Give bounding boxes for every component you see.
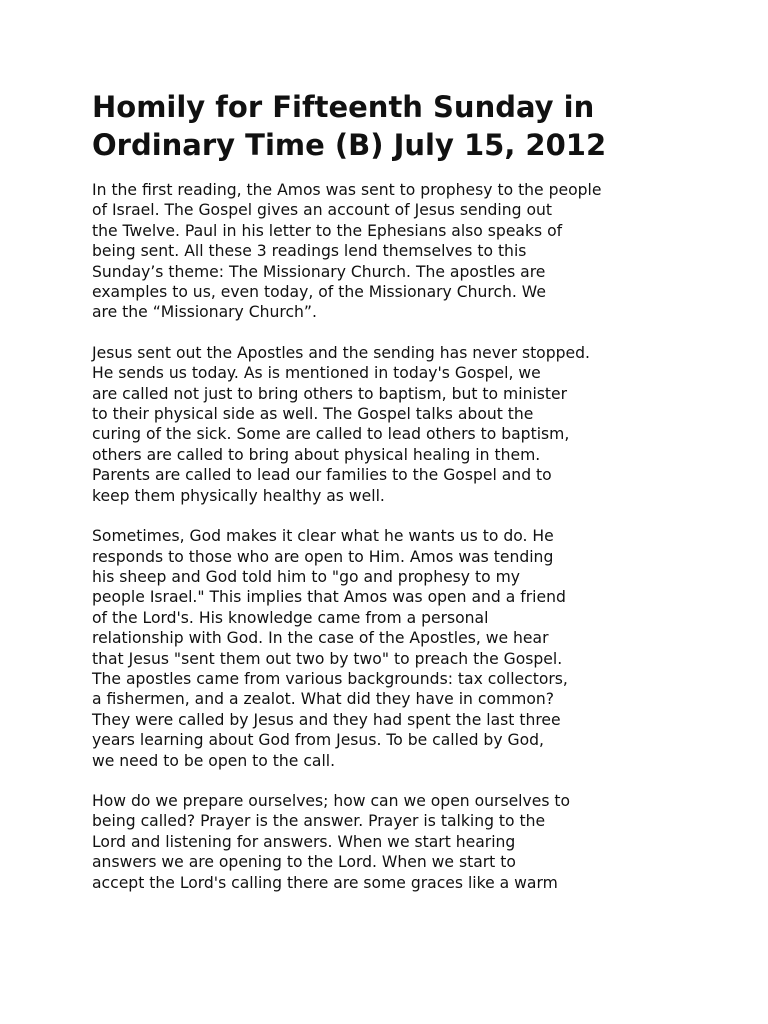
text-line: are called not just to bring others to baptism, but to minister (92, 384, 568, 403)
text-line: a fishermen, and a zealot. What did they have in common? (92, 690, 555, 709)
text-line: curing of the sick. Some are called to lead others to baptism, (92, 425, 570, 444)
text-line: of Israel. The Gospel gives an account of Jesus sending out (92, 201, 552, 220)
text-line: are the “Missionary Church”. (92, 303, 317, 322)
title-line-2: Ordinary Time (B) July 15, 2012 (92, 128, 607, 162)
paragraph-1 (92, 180, 682, 323)
text-line: to their physical side as well. The Gospel talks about the (92, 405, 534, 424)
text-line: his sheep and God told him to "go and prophesy to my (92, 567, 521, 586)
text-line: examples to us, even today, of the Missionary Church. We (92, 283, 546, 302)
text-line: Lord and listening for answers. When we start hearing (92, 832, 516, 851)
text-line: of the Lord's. His knowledge came from a personal (92, 608, 489, 627)
paragraph-2 (92, 343, 682, 506)
text-line: Sometimes, God makes it clear what he wants us to do. He (92, 527, 554, 546)
text-line: we need to be open to the call. (92, 751, 336, 770)
text-line: The apostles came from various backgrounds: tax collectors, (92, 669, 568, 688)
text-line: How do we prepare ourselves; how can we open ourselves to (92, 791, 571, 810)
text-line: that Jesus "sent them out two by two" to preach the Gospel. (92, 649, 563, 668)
text-line: others are called to bring about physical healing in them. (92, 445, 541, 464)
text-line: answers we are opening to the Lord. When we start to (92, 853, 516, 872)
text-line: accept the Lord's calling there are some graces like a warm (92, 873, 558, 892)
text-line: people Israel." This implies that Amos was open and a friend (92, 588, 566, 607)
text-line: years learning about God from Jesus. To be called by God, (92, 731, 544, 750)
text-line: Sunday’s theme: The Missionary Church. The apostles are (92, 262, 546, 281)
text-line: He sends us today. As is mentioned in today's Gospel, we (92, 364, 541, 383)
paragraph-4 (92, 791, 682, 893)
paragraph-3 (92, 526, 682, 771)
text-line: keep them physically healthy as well. (92, 486, 385, 505)
text-line: In the first reading, the Amos was sent to prophesy to the people (92, 181, 602, 199)
text-line: responds to those who are open to Him. Amos was tending (92, 547, 554, 566)
text-line: Parents are called to lead our families to the Gospel and to (92, 466, 552, 485)
document-body (92, 180, 682, 913)
text-line: being sent. All these 3 readings lend themselves to this (92, 242, 527, 261)
text-line: They were called by Jesus and they had spent the last three (92, 710, 561, 729)
text-line: being called? Prayer is the answer. Prayer is talking to the (92, 812, 546, 831)
text-line: relationship with God. In the case of the Apostles, we hear (92, 629, 549, 648)
text-line: the Twelve. Paul in his letter to the Ephesians also speaks of (92, 221, 563, 240)
document-title (92, 88, 712, 164)
text-line: Jesus sent out the Apostles and the sending has never stopped. (92, 343, 590, 362)
title-line-1: Homily for Fifteenth Sunday in (92, 90, 595, 124)
